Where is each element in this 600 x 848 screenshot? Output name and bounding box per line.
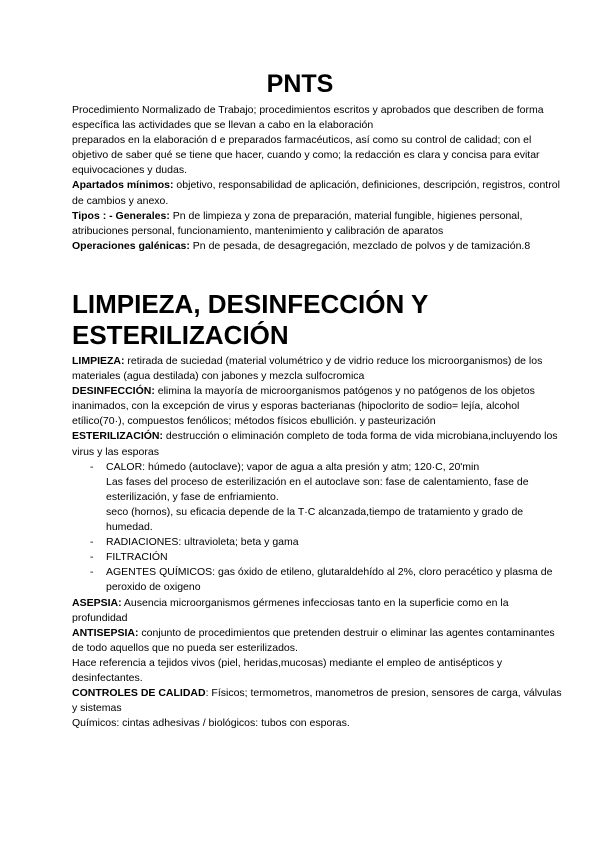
pnts-section	[72, 103, 562, 254]
operaciones-label: Operaciones galénicas:	[72, 239, 190, 252]
antisepsia-paragraph	[72, 626, 562, 656]
list-item-agentes: - AGENTES QUÍMICOS: gas óxido de etileno, glutaraldehído al 2%, cloro peracético y plasma de peroxido de oxigeno	[106, 565, 562, 595]
esterilizacion-paragraph	[72, 429, 562, 459]
apartados-paragraph	[72, 178, 562, 208]
limpieza-heading: LIMPIEZA, DESINFECCIÓN Y ESTERILIZACIÓN	[72, 289, 428, 350]
asepsia-label: ASEPSIA:	[72, 596, 122, 609]
asepsia-paragraph	[72, 596, 562, 626]
desinfeccion-label: DESINFECCIÓN:	[72, 385, 155, 398]
list-item-filtracion: - FILTRACIÓN	[106, 550, 562, 565]
tipos-paragraph	[72, 209, 562, 239]
antisepsia-label: ANTISEPSIA:	[72, 626, 139, 639]
controles-text: : Físicos; termometros, manometros de presion, sensores de carga, válvulas y sistemas	[72, 687, 562, 715]
tipos-label: Tipos : - Generales:	[72, 209, 170, 222]
operaciones-paragraph	[72, 239, 562, 254]
apartados-text: objetivo, responsabilidad de aplicación, definiciones, descripción, registros, control de cambios y anexo.	[72, 179, 560, 207]
referencia-paragraph: Hace referencia a tejidos vivos (piel, heridas,mucosas) mediante el empleo de antisépticos y desinfectantes.	[72, 656, 503, 684]
pnts-intro-paragraph-2: preparados en la elaboración d e preparados farmacéuticos, así como su control de calidad; con el objetivo de saber qué se tiene que hacer, cuando y como; la redacción es clara y concisa para evitar equivocaciones y dudas.	[72, 134, 540, 177]
controles-label: CONTROLES DE CALIDAD	[72, 687, 206, 700]
tipos-text: Pn de limpieza y zona de preparación, material fungible, higienes personal, atribuciones personal, funcionamiento, mantenimiento y calibración de aparatos	[72, 209, 523, 237]
limpieza-text: retirada de suciedad (material volumétrico y de vidrio reduce los microorganismos) de los materiales (agua destilada) con jabones y mezcla sulfocromica	[72, 355, 543, 383]
antisepsia-text: conjunto de procedimientos que pretenden destruir o eliminar las agentes contaminantes de todo aquellos que no pueda ser esterilizados.	[72, 626, 555, 654]
limpieza-section	[72, 354, 562, 731]
calor-seco-text: seco (hornos), su eficacia depende de la T·C alcanzada,tiempo de tratamiento y grado de humedad.	[106, 505, 524, 534]
list-item-calor	[106, 460, 562, 535]
esterilizacion-methods-list	[72, 460, 562, 596]
controles-paragraph	[72, 686, 562, 716]
calor-text: - CALOR: húmedo (autoclave); vapor de agua a alta presión y atm; 120·C, 20'min	[106, 460, 480, 473]
limpieza-paragraph	[72, 354, 562, 384]
pnts-intro-paragraph: Procedimiento Normalizado de Trabajo; procedimientos escritos y aprobados que describen de forma específica las actividades que se llevan a cabo en la elaboración	[72, 104, 544, 132]
desinfeccion-text: elimina la mayoría de microorganismos patógenos y no patógenos de los objetos inanimados, con la excepción de virus y esporas bacterianas (hipoclorito de sodio= lejía, alcohol etílico(70·), compuestos fenólicos; métodos físicos ebullición. y pasteurización	[72, 385, 535, 428]
pnts-heading: PNTS	[266, 70, 334, 98]
esterilizacion-text: destrucción o eliminación completo de toda forma de vida microbiana,incluyendo los virus y las esporas	[72, 430, 558, 458]
apartados-label: Apartados mínimos:	[72, 179, 174, 192]
esterilizacion-label: ESTERILIZACIÓN:	[72, 430, 163, 443]
asepsia-text: Ausencia microorganismos gérmenes infecciosas tanto en la superficie como en la profundidad	[72, 596, 509, 624]
list-item-radiaciones: - RADIACIONES: ultravioleta; beta y gama	[106, 535, 562, 550]
calor-fases-text: Las fases del proceso de esterilización en el autoclave son: fase de calentamiento, fase de esterilización, y fase de enfriamiento.	[106, 475, 529, 503]
operaciones-text: Pn de pesada, de desagregación, mezclado de polvos y de tamización.8	[189, 239, 531, 252]
limpieza-label: LIMPIEZA:	[72, 355, 125, 367]
quimicos-paragraph: Químicos: cintas adhesivas / biológicos: tubos con esporas.	[72, 717, 350, 730]
desinfeccion-paragraph	[72, 384, 562, 429]
